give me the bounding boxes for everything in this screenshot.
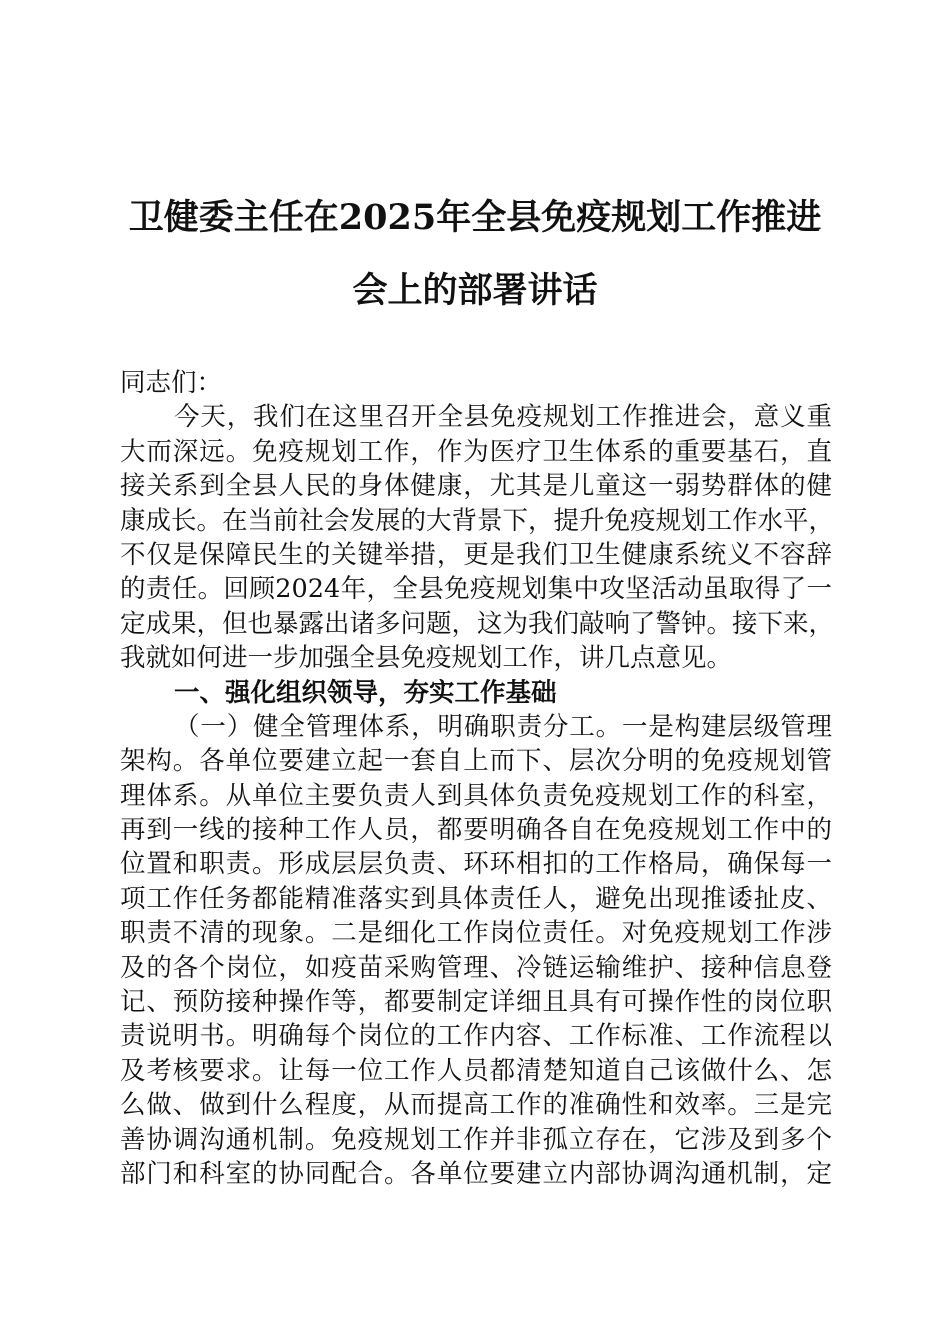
text-line: 再到一线的接种工作人员，都要明确各自在免疫规划工作中的 [120, 815, 832, 846]
text-line: 定成果，但也暴露出诸多问题，这为我们敲响了警钟。接下来， [120, 608, 835, 639]
text-line: 不仅是保障民生的关键举措，更是我们卫生健康系统义不容辞 [120, 539, 832, 570]
text-line: 项工作任务都能精准落实到具体责任人，避免出现推诿扯皮、 [120, 883, 832, 914]
text-line: （一）健全管理体系，明确职责分工。一是构建层级管理 [174, 711, 832, 742]
text-line: 一、强化组织领导，夯实工作基础 [174, 677, 557, 708]
text-line: 及的各个岗位，如疫苗采购管理、冷链运输维护、接种信息登 [120, 952, 832, 983]
text-line: 位置和职责。形成层层负责、环环相扣的工作格局，确保每一 [120, 849, 832, 880]
text-line: 责说明书。明确每个岗位的工作内容、工作标准、工作流程以 [120, 1021, 832, 1052]
text-line: 理体系。从单位主要负责人到具体负责免疫规划工作的科室， [120, 780, 832, 811]
section-heading [120, 676, 832, 710]
text-line: 及考核要求。让每一位工作人员都清楚知道自己该做什么、怎 [120, 1055, 832, 1086]
document-title-line-2: 会上的部署讲话 [352, 270, 598, 311]
paragraph [120, 710, 832, 1191]
text-line: 接关系到全县人民的身体健康，尤其是儿童这一弱势群体的健 [120, 471, 832, 502]
text-line: 善协调沟通机制。免疫规划工作并非孤立存在，它涉及到多个 [120, 1124, 832, 1155]
text-line: 记、预防接种操作等，都要制定详细且具有可操作性的岗位职 [120, 987, 832, 1018]
document-body [120, 366, 835, 1191]
text-line: 职责不清的现象。二是细化工作岗位责任。对免疫规划工作涉 [120, 918, 832, 949]
document-title-line-1: 卫健委主任在2025年全县免疫规划工作推进 [128, 197, 822, 238]
text-line: 的责任。回顾2024年，全县免疫规划集中攻坚活动虽取得了一 [120, 574, 832, 605]
text-line: 么做、做到什么程度，从而提高工作的准确性和效率。三是完 [120, 1090, 832, 1121]
text-line: 架构。各单位要建立起一套自上而下、层次分明的免疫规划管 [120, 746, 832, 777]
text-line: 同志们： [120, 368, 223, 398]
text-line: 我就如何进一步加强全县免疫规划工作，讲几点意见。 [120, 643, 733, 674]
text-line: 康成长。在当前社会发展的大背景下，提升免疫规划工作水平， [120, 505, 835, 536]
text-line: 大而深远。免疫规划工作，作为医疗卫生体系的重要基石，直 [120, 436, 832, 467]
text-line: 今天，我们在这里召开全县免疫规划工作推进会，意义重 [174, 402, 832, 433]
salutation [120, 366, 832, 400]
text-line: 部门和科室的协同配合。各单位要建立内部协调沟通机制，定 [120, 1158, 832, 1189]
paragraph [120, 400, 835, 675]
